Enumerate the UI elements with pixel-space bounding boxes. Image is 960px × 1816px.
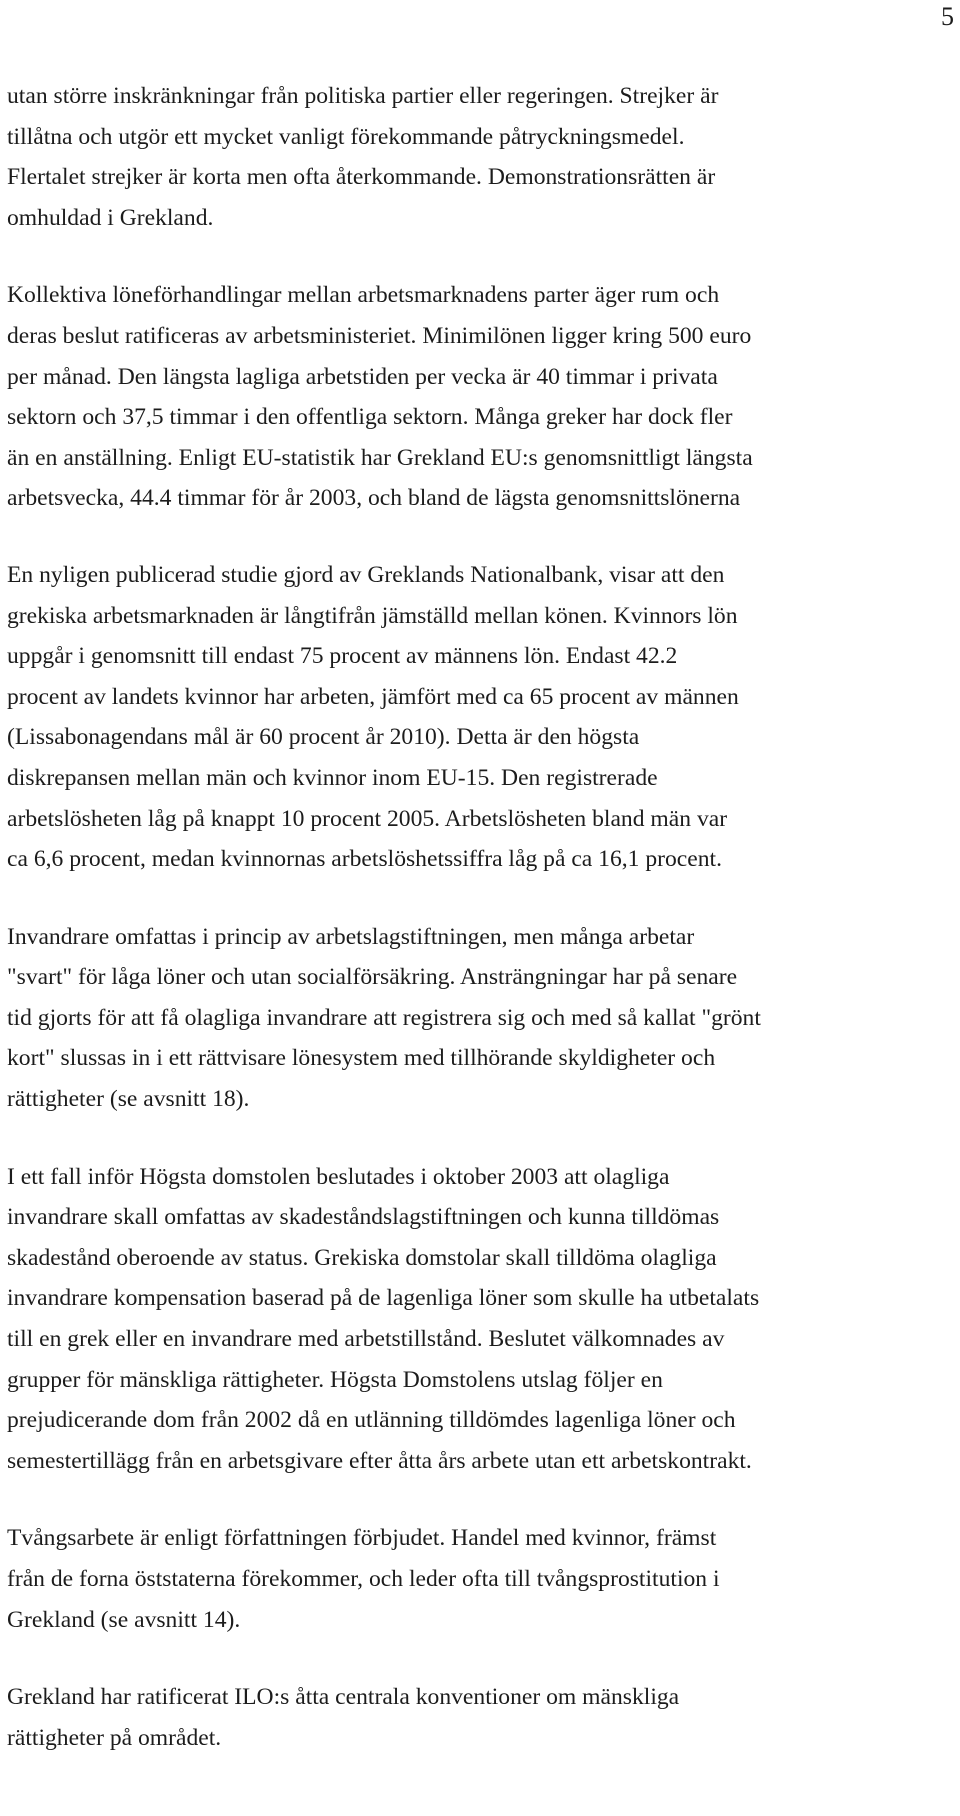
paragraph-ilo-conventions: Grekland har ratificerat ILO:s åtta centrala konventioner om mänskliga rättigheter på området. (7, 1684, 680, 1751)
paragraph-supreme-court-ruling: I ett fall inför Högsta domstolen beslutades i oktober 2003 att olagliga invandrare skall omfattas av skadeståndslagstiftningen och kunna tilldömas skadestånd oberoende av status. Grekiska domstolar skall tilldöma olagliga invandrare kompensation baserad på de lagenliga löner som skulle ha utbetalats till en grek eller en invandrare med arbetstillstånd. Beslutet välkomnades av grupper för mänskliga rättigheter. Högsta Domstolens utslag följer en prejudicerande dom från 2002 då en utlänning tilldömdes lagenliga löner och semestertillägg från en arbetsgivare efter åtta års arbete utan ett arbetskontrakt. (7, 1163, 760, 1474)
paragraph-gender-equality: En nyligen publicerad studie gjord av Greklands Nationalbank, visar att den grekiska arbetsmarknaden är långtifrån jämställd mellan könen. Kvinnors lön uppgår i genomsnitt till endast 75 procent av männens lön. Endast 42.2 procent av landets kvinnor har arbeten, jämfört med ca 65 procent av männen (Lissabonagendans mål är 60 procent år 2010). Detta är den högsta diskrepansen mellan män och kvinnor inom EU-15. Den registrerade arbetslösheten låg på knappt 10 procent 2005. Arbetslösheten bland män var ca 6,6 procent, medan kvinnornas arbetslöshetssiffra låg på ca 16,1 procent. (7, 561, 739, 873)
document-body (7, 76, 952, 1758)
paragraph-forced-labour: Tvångsarbete är enligt författningen förbjudet. Handel med kvinnor, främst från de forna öststaterna förekommer, och leder ofta till tvångsprostitution i Grekland (se avsnitt 14). (7, 1525, 720, 1633)
paragraph-strikes-demonstrations: utan större inskränkningar från politiska partier eller regeringen. Strejker är tillåtna och utgör ett mycket vanligt förekommande påtryckningsmedel. Flertalet strejker är korta men ofta återkommande. Demonstrationsrätten är omhuldad i Grekland. (7, 83, 719, 231)
paragraph-wages-working-hours: Kollektiva löneförhandlingar mellan arbetsmarknadens parter äger rum och deras beslut ratificeras av arbetsministeriet. Minimilönen ligger kring 500 euro per månad. Den längsta lagliga arbetstiden per vecka är 40 timmar i privata sektorn och 37,5 timmar i den offentliga sektorn. Många greker har dock fler än en anställning. Enligt EU-statistik har Grekland EU:s genomsnittligt längsta arbetsvecka, 44.4 timmar för år 2003, och bland de lägsta genomsnittslönerna (7, 282, 753, 512)
page-number: 5 (941, 2, 954, 31)
paragraph-immigrants: Invandrare omfattas i princip av arbetslagstiftningen, men många arbetar "svart" för låga löner och utan socialförsäkring. Ansträngningar har på senare tid gjorts för att få olagliga invandrare att registrera sig och med så kallat "grönt kort" slussas in i ett rättvisare lönesystem med tillhörande skyldigheter och rättigheter (se avsnitt 18). (7, 923, 761, 1113)
